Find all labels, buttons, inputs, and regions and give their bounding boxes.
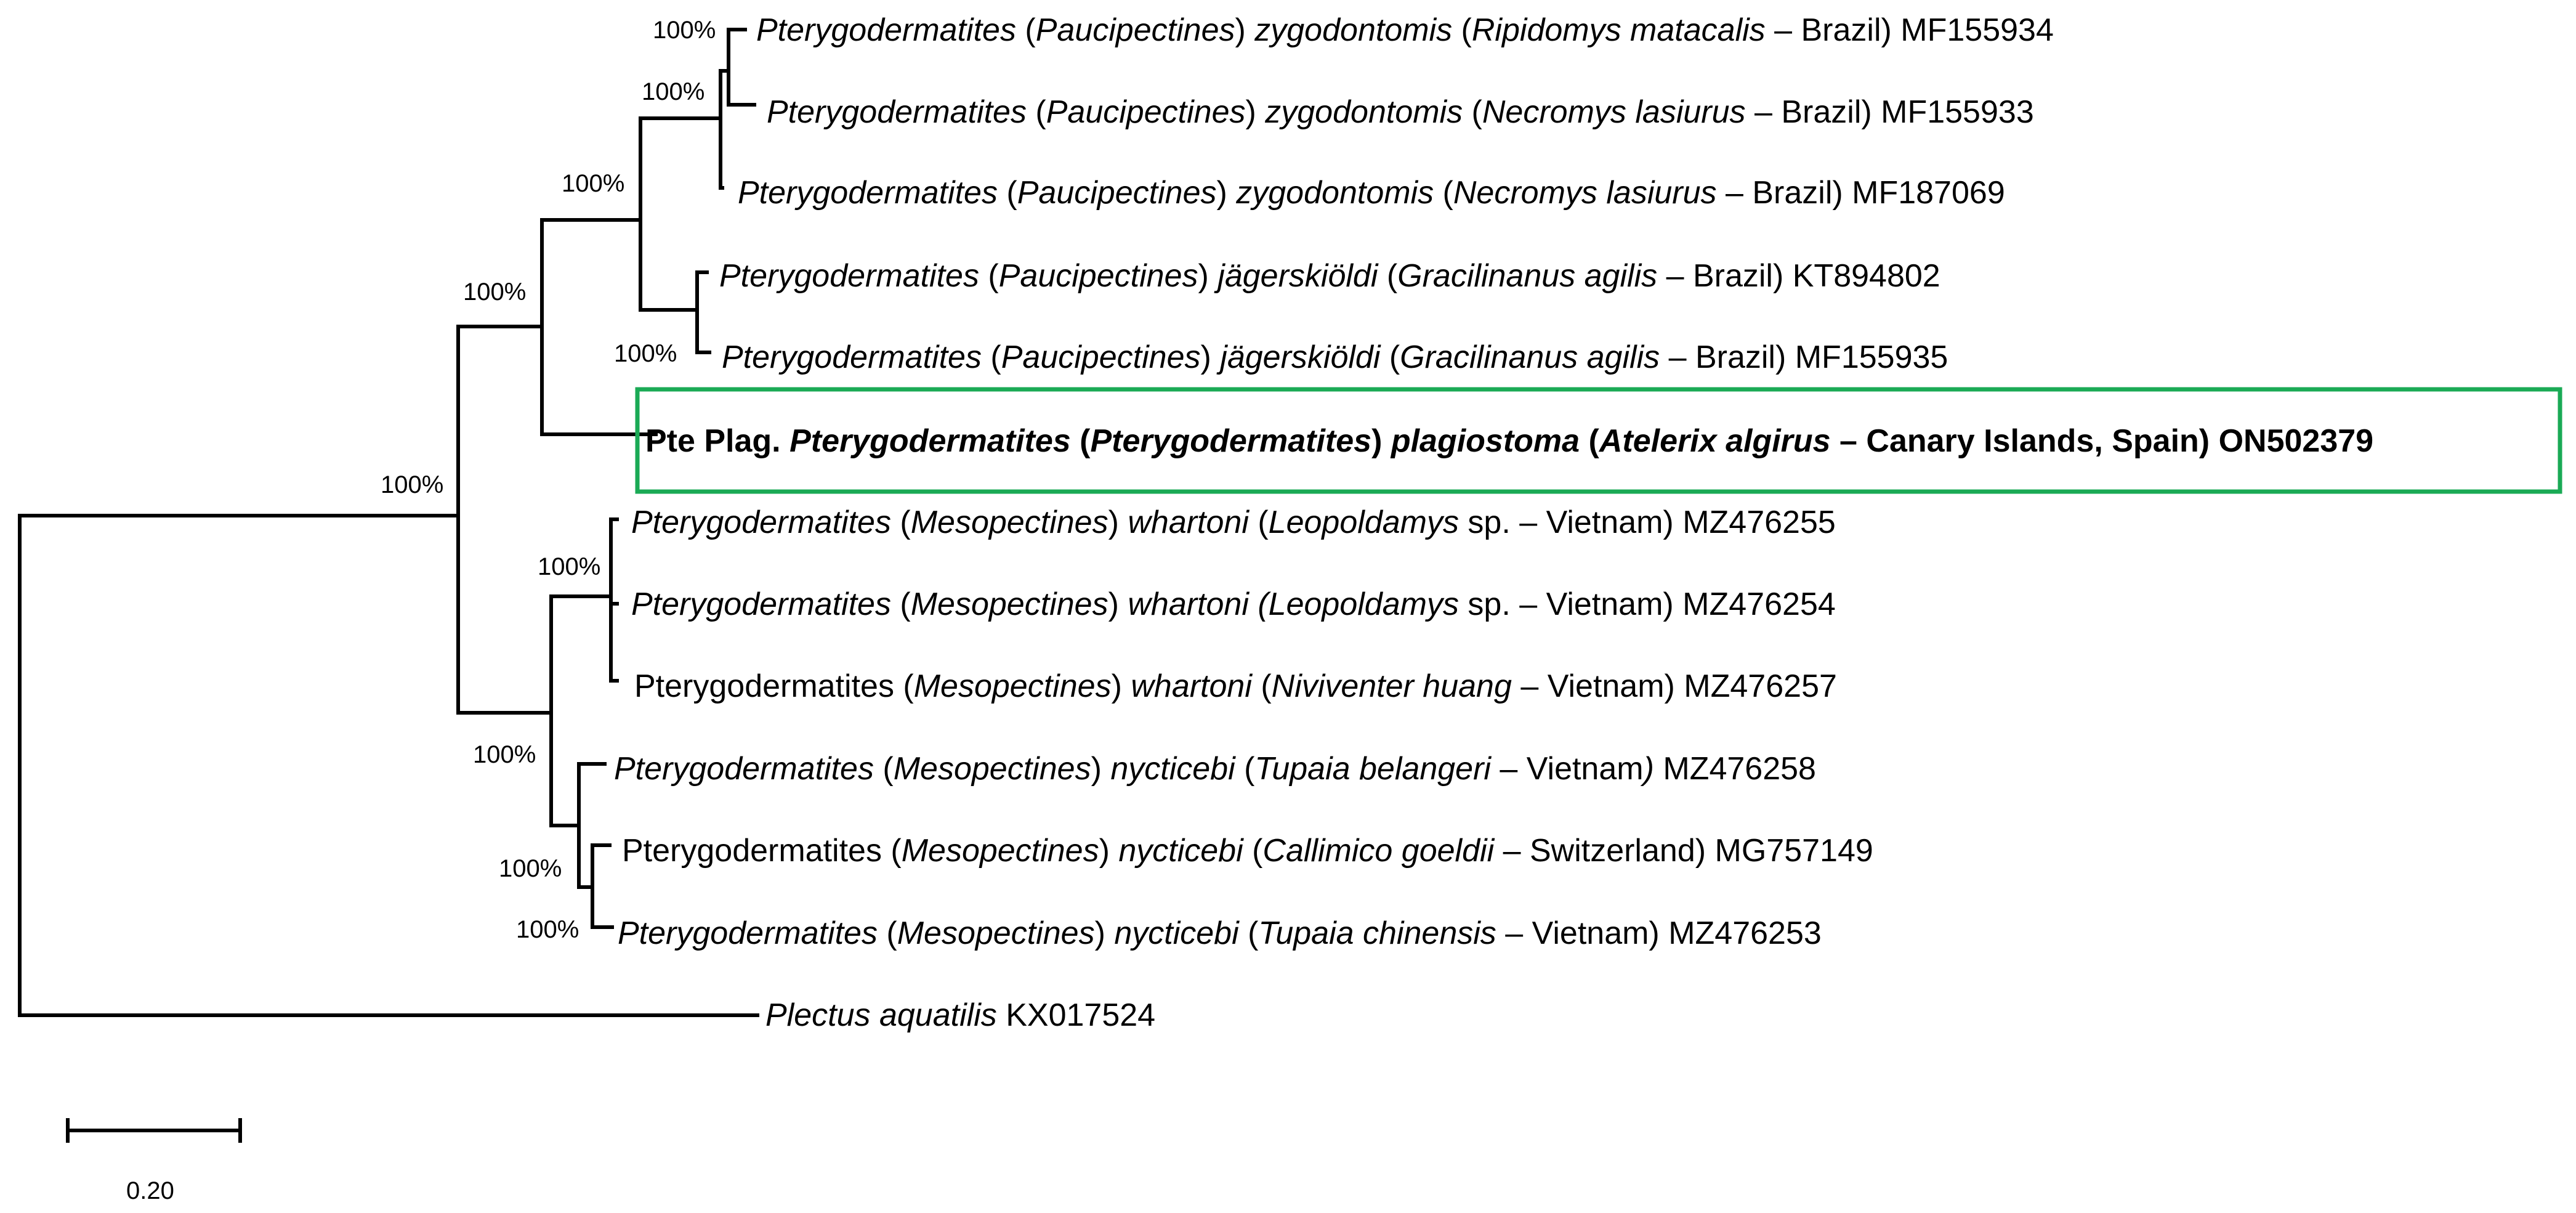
- leaf-label-segment: (: [877, 915, 897, 951]
- leaf-label-segment: Gracilinanus agilis: [1400, 339, 1660, 375]
- leaf-label-segment: MZ476258: [1653, 751, 1816, 787]
- support-value: 100%: [562, 170, 625, 197]
- leaf-label-segment: Pterygodermatites: [618, 915, 878, 951]
- leaf-label-segment: ): [1216, 175, 1237, 211]
- leaf-label-segment: sp. – Vietnam) MZ476254: [1458, 586, 1836, 622]
- leaf-label-segment: whartoni: [1131, 668, 1252, 704]
- support-values: [381, 17, 716, 943]
- leaf-label-segment: (: [1026, 94, 1046, 130]
- leaf-label-segment: Gracilinanus agilis: [1397, 258, 1658, 294]
- leaf-label: [765, 997, 1155, 1033]
- leaf-label: [767, 94, 2034, 130]
- leaf-label-segment: Necromys lasiurus: [1453, 175, 1717, 211]
- leaf-label-segment: (: [1235, 751, 1255, 787]
- leaf-label-segment: ): [1099, 833, 1119, 869]
- leaf-label-segment: – Canary Islands, Spain) ON502379: [1830, 423, 2374, 459]
- leaf-label-segment: (: [890, 505, 911, 540]
- leaf-label-segment: Mesopectines: [897, 915, 1095, 951]
- leaf-label-segment: (: [981, 339, 1001, 375]
- leaf-label-segment: (: [1463, 94, 1482, 130]
- leaf-label-segment: nycticebi: [1110, 751, 1235, 787]
- leaf-label-segment: – Vietnam) MZ476253: [1496, 915, 1822, 951]
- leaf-label-segment: nycticebi: [1114, 915, 1239, 951]
- leaf-label-segment: (: [1248, 505, 1269, 540]
- leaf-label-segment: (: [1238, 915, 1259, 951]
- leaf-label-segment: sp. – Vietnam) MZ476255: [1458, 505, 1836, 540]
- leaf-label-segment: (: [1243, 833, 1263, 869]
- leaf-label: [614, 751, 1816, 787]
- leaf-label-segment: (: [1380, 339, 1400, 375]
- leaf-label: [634, 668, 1837, 704]
- leaf-label: [756, 12, 2054, 48]
- leaf-label-segment: ): [1198, 258, 1218, 294]
- leaf-label-segment: Mesopectines: [901, 833, 1099, 869]
- leaf-label-segment: zygodontomis: [1236, 175, 1434, 211]
- leaf-label-segment: (: [1070, 423, 1091, 459]
- leaf-label-segment: Paucipectines: [1001, 339, 1201, 375]
- leaf-label-segment: Pterygodermatites: [1090, 423, 1372, 459]
- leaf-label-segment: Pterygodermatites: [614, 751, 874, 787]
- leaf-label-segment: Pterygodermatites: [767, 94, 1027, 130]
- leaf-label-segment: Paucipectines: [1035, 12, 1235, 48]
- leaf-label-segment: ): [1108, 586, 1128, 622]
- leaf-label-segment: (: [890, 586, 911, 622]
- support-value: 100%: [473, 741, 536, 768]
- leaf-label-segment: – Brazil) KT894802: [1657, 258, 1940, 294]
- leaf-label: [631, 505, 1836, 540]
- leaf-label-segment: – Vietnam: [1490, 751, 1644, 787]
- leaf-label-segment: Leopoldamys: [1268, 505, 1459, 540]
- leaf-label-segment: ): [1200, 339, 1221, 375]
- leaf-label-segment: ): [1245, 94, 1266, 130]
- support-value: 100%: [642, 78, 705, 105]
- leaf-label-segment: (: [1434, 175, 1453, 211]
- leaf-label-segment: (: [997, 175, 1017, 211]
- leaf-label-segment: (: [1452, 12, 1472, 48]
- support-value: 100%: [463, 278, 527, 306]
- leaf-label-segment: Pterygodermatites: [738, 175, 998, 211]
- support-value: 100%: [499, 855, 562, 882]
- leaf-label-segment: – Brazil) MF155934: [1765, 12, 2054, 48]
- leaf-label-segment: (: [979, 258, 999, 294]
- leaf-label: [631, 586, 1836, 622]
- leaf-label: [618, 915, 1822, 951]
- leaf-label-segment: plagiostoma: [1391, 423, 1580, 459]
- leaf-label-segment: nycticebi: [1118, 833, 1243, 869]
- leaf-label-segment: Mesopectines: [910, 586, 1108, 622]
- leaf-label-segment: ): [1108, 505, 1128, 540]
- leaf-label-segment: Necromys lasiurus: [1482, 94, 1746, 130]
- leaf-label-segment: Niviventer huang: [1271, 668, 1512, 704]
- leaf-label-segment: jägerskiöldi: [1220, 339, 1381, 375]
- support-value: 100%: [538, 553, 601, 580]
- leaf-label-segment: Tupaia chinensis: [1258, 915, 1496, 951]
- leaf-label-segment: Pterygodermatites (: [634, 668, 914, 704]
- leaf-label-segment: Tupaia belangeri: [1254, 751, 1491, 787]
- leaf-label-segment: ): [1643, 751, 1654, 787]
- leaf-label-segment: – Vietnam) MZ476257: [1511, 668, 1837, 704]
- leaf-label-segment: Plectus aquatilis: [765, 997, 997, 1033]
- leaf-label-segment: Callimico goeldii: [1262, 833, 1495, 869]
- support-value: 100%: [516, 916, 579, 943]
- leaf-label-segment: Pterygodermatites: [631, 586, 891, 622]
- support-value: 100%: [381, 471, 444, 498]
- leaf-label-segment: whartoni (Leopoldamys: [1128, 586, 1459, 622]
- leaf-label: [738, 175, 2005, 211]
- leaf-label-segment: – Brazil) MF155933: [1745, 94, 2034, 130]
- leaf-label-segment: ): [1111, 668, 1131, 704]
- leaf-label-segment: ): [1091, 751, 1111, 787]
- leaf-label-segment: ): [1371, 423, 1391, 459]
- leaf-label-segment: – Switzerland) MG757149: [1494, 833, 1873, 869]
- leaf-label-segment: Mesopectines: [893, 751, 1091, 787]
- leaf-label-segment: zygodontomis: [1254, 12, 1453, 48]
- leaf-label-segment: (: [1378, 258, 1398, 294]
- leaf-label-segment: Mesopectines: [910, 505, 1108, 540]
- leaf-label-highlighted: [645, 423, 2373, 459]
- leaf-label-segment: (: [1251, 668, 1272, 704]
- leaf-label: [719, 258, 1940, 294]
- leaf-label-segment: Atelerix algirus: [1599, 423, 1831, 459]
- scale-bar-label: 0.20: [126, 1177, 174, 1204]
- support-value: 100%: [614, 340, 677, 367]
- leaf-label-segment: Ripidomys matacalis: [1471, 12, 1766, 48]
- leaf-label-segment: Paucipectines: [998, 258, 1198, 294]
- leaf-label-segment: Mesopectines: [913, 668, 1112, 704]
- support-value: 100%: [653, 17, 716, 44]
- leaf-label-segment: Pte Plag.: [645, 423, 790, 459]
- leaf-label-segment: ): [1235, 12, 1255, 48]
- leaf-label-segment: Paucipectines: [1017, 175, 1217, 211]
- leaf-label-segment: ): [1094, 915, 1115, 951]
- leaf-label-segment: zygodontomis: [1265, 94, 1463, 130]
- leaf-label-segment: (: [1580, 423, 1599, 459]
- leaf-label-segment: KX017524: [996, 997, 1156, 1033]
- leaf-label-segment: Paucipectines: [1046, 94, 1246, 130]
- leaf-label-segment: Pterygodermatites: [789, 423, 1071, 459]
- leaf-label-segment: – Brazil) MF187069: [1716, 175, 2005, 211]
- leaf-label-segment: jägerskiöldi: [1217, 258, 1378, 294]
- leaf-label-segment: Pterygodermatites (: [622, 833, 902, 869]
- leaf-label-segment: – Brazil) MF155935: [1660, 339, 1948, 375]
- leaf-label: [722, 339, 1948, 375]
- leaf-label: [622, 833, 1873, 869]
- leaf-label-segment: Pterygodermatites: [719, 258, 979, 294]
- leaf-label-segment: (: [1015, 12, 1036, 48]
- leaf-label-segment: (: [873, 751, 894, 787]
- leaf-label-segment: Pterygodermatites: [631, 505, 891, 540]
- leaf-labels: [614, 12, 2373, 1033]
- leaf-label-segment: Pterygodermatites: [756, 12, 1016, 48]
- leaf-label-segment: whartoni: [1128, 505, 1249, 540]
- leaf-label-segment: Pterygodermatites: [722, 339, 982, 375]
- scale-bar: [68, 1120, 240, 1204]
